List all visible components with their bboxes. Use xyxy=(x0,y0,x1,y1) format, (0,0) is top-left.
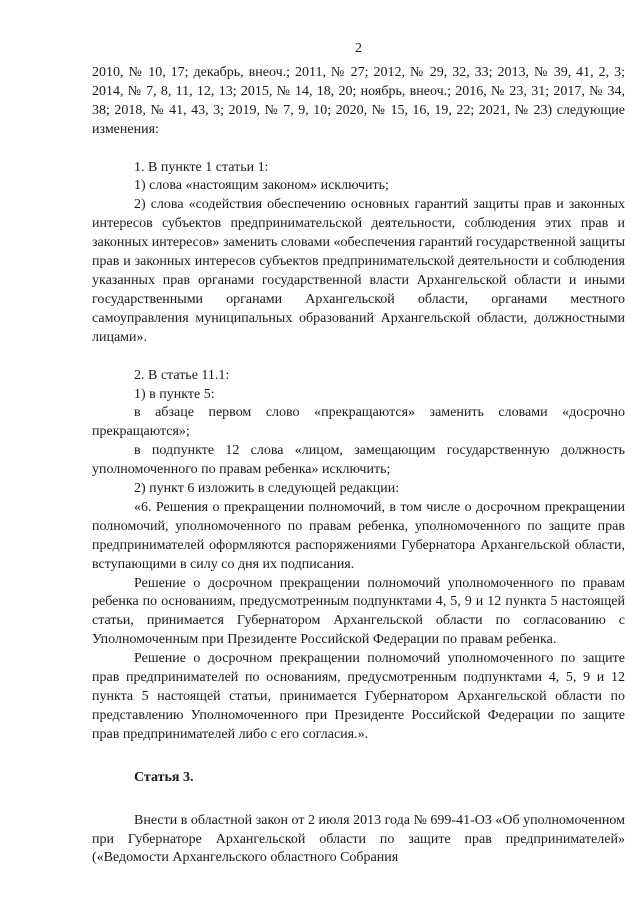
paragraph-decision-child-rights: Решение о досрочном прекращении полномочий уполномоченного по правам ребенка по основаниям, предусмотренным подпунктами 4, 5, 9 и 12 пункта 5 настоящей статьи, принимается Губернатором Архангельской области по согласованию с Уполномоченным при Президенте Российской Федерации по правам ребенка. xyxy=(92,575,625,648)
paragraph-subitem-1-2: 2) слова «содействия обеспечению основных гарантий защиты прав и законных интересов субъектов предпринимательской деятельности, соблюдения этих прав и законных интересов» заменить словами «обеспечения гарантий государственной защиты прав и законных интересов субъектов предпринимательской деятельности и соблюдения указанных прав органами государственной власти Архангельской области и иными государственными органами Архангельской области, органами местного самоуправления муниципальных образований Архангельской области, должностными лицами». xyxy=(92,197,625,345)
paragraph-article-3: Внести в областной закон от 2 июля 2013 года № 699-41-ОЗ «Об уполномоченном при Губернаторе Архангельской области по защите прав предпринимателей» («Ведомости Архангельского областного Собрания xyxy=(92,812,625,866)
page-number: 2 xyxy=(355,41,362,56)
paragraph-subitem-2-1: 1) в пункте 5: xyxy=(134,386,215,402)
article-heading: Статья 3. xyxy=(134,769,194,785)
paragraph-new-point-6: «6. Решения о прекращении полномочий, в том числе о досрочном прекращении полномочий, уполномоченного по правам ребенка, уполномоченного по защите прав предпринимателей оформляются распоряжениями Губернатора Архангельской области, вступающими в силу со дня их подписания. xyxy=(92,499,625,572)
paragraph-subitem-2-2: 2) пункт 6 изложить в следующей редакции: xyxy=(134,481,400,497)
paragraph-intro-continuation: 2010, № 10, 17; декабрь, внеоч.; 2011, № 27; 2012, № 29, 32, 33; 2013, № 39, 41, 2, 3; 2014, № 7, 8, 11, 12, 13; 2015, № 14, 18, 20; ноябрь, внеоч.; 2016, № 23, 31; 2017, № 34, 38; 2018, № 41, 43, 3; 2019, № 7, 9, 10; 2020, № 15, 16, 19, 22; 2021, № 23) следующие изменения: xyxy=(92,64,625,137)
paragraph-subpunkt-12: в подпункте 12 слова «лицом, замещающим государственную должность уполномоченного по правам ребенка» исключить; xyxy=(92,443,625,478)
paragraph-item-2: 2. В статье 11.1: xyxy=(134,367,230,383)
paragraph-abzac-first: в абзаце первом слово «прекращаются» заменить словами «досрочно прекращаются»; xyxy=(92,405,625,440)
paragraph-item-1: 1. В пункте 1 статьи 1: xyxy=(134,159,269,175)
paragraph-subitem-1-1: 1) слова «настоящим законом» исключить; xyxy=(134,178,389,194)
paragraph-decision-entrepreneurs: Решение о досрочном прекращении полномочий уполномоченного по защите прав предпринимателей по основаниям, предусмотренным подпунктами 4, 5, 9 и 12 пункта 5 настоящей статьи, принимается Губернатором Архангельской области по представлению Уполномоченного при Президенте Российской Федерации по защите прав предпринимателей либо с его согласия.». xyxy=(92,651,625,742)
document-page xyxy=(92,40,625,868)
